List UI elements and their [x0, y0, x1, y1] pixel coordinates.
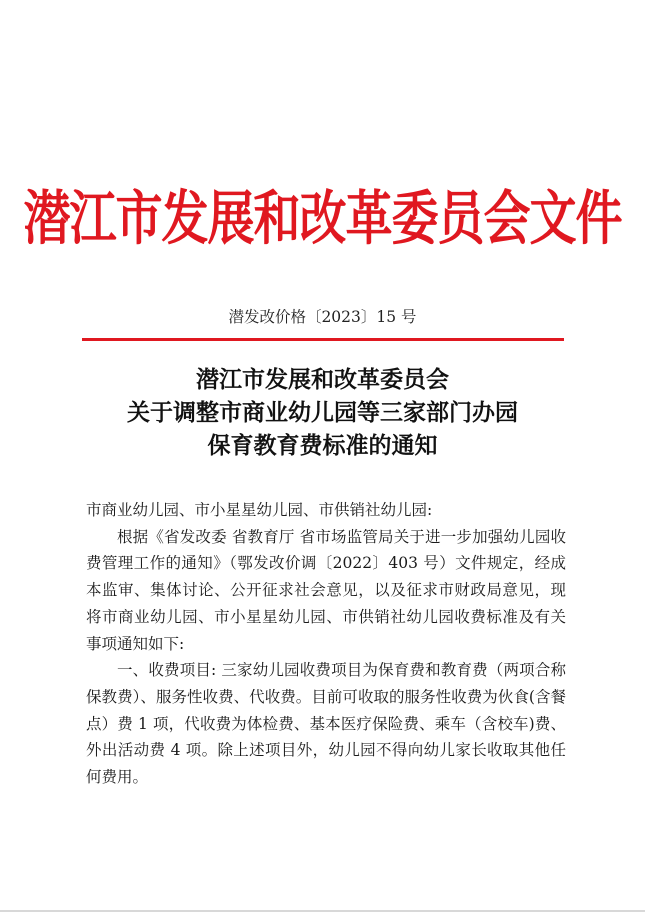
notice-title — [0, 363, 645, 462]
body-paragraph-1: 根据《省发改委 省教育厅 省市场监管局关于进一步加强幼儿园收费管理工作的通知》（鄂发改价调〔2022〕403 号）文件规定，经成本监审、集体讨论、公开征求社会意见，以及征求市财政局意见，现将市商业幼儿园、市小星星幼儿园、市供销社幼儿园收费标准及有关事项通知如下: — [86, 527, 566, 653]
title-line-3: 保育教育费标准的通知 — [207, 432, 438, 459]
body-paragraph-2: 一、收费项目: 三家幼儿园收费项目为保育费和教育费（两项合称保教费）、服务性收费、代收费。目前可收取的服务性收费为伙食(含餐点）费 1 项，代收费为体检费、基本医疗保险费、乘车（含校车)费、外出活动费 4 项。除上述项目外，幼儿园不得向幼儿家长收取其他任何费用。 — [86, 661, 566, 787]
notice-body — [86, 497, 566, 791]
title-line-2: 关于调整市商业幼儿园等三家部门办园 — [127, 399, 518, 426]
masthead-title: 潜江市发展和改革委员会文件 — [23, 184, 622, 254]
red-divider-rule — [82, 338, 564, 341]
salutation: 市商业幼儿园、市小星星幼儿园、市供销社幼儿园: — [86, 501, 433, 519]
title-line-1: 潜江市发展和改革委员会 — [196, 366, 449, 393]
document-number: 潜发改价格〔2023〕15 号 — [228, 308, 417, 326]
page-bottom-edge — [0, 910, 645, 912]
